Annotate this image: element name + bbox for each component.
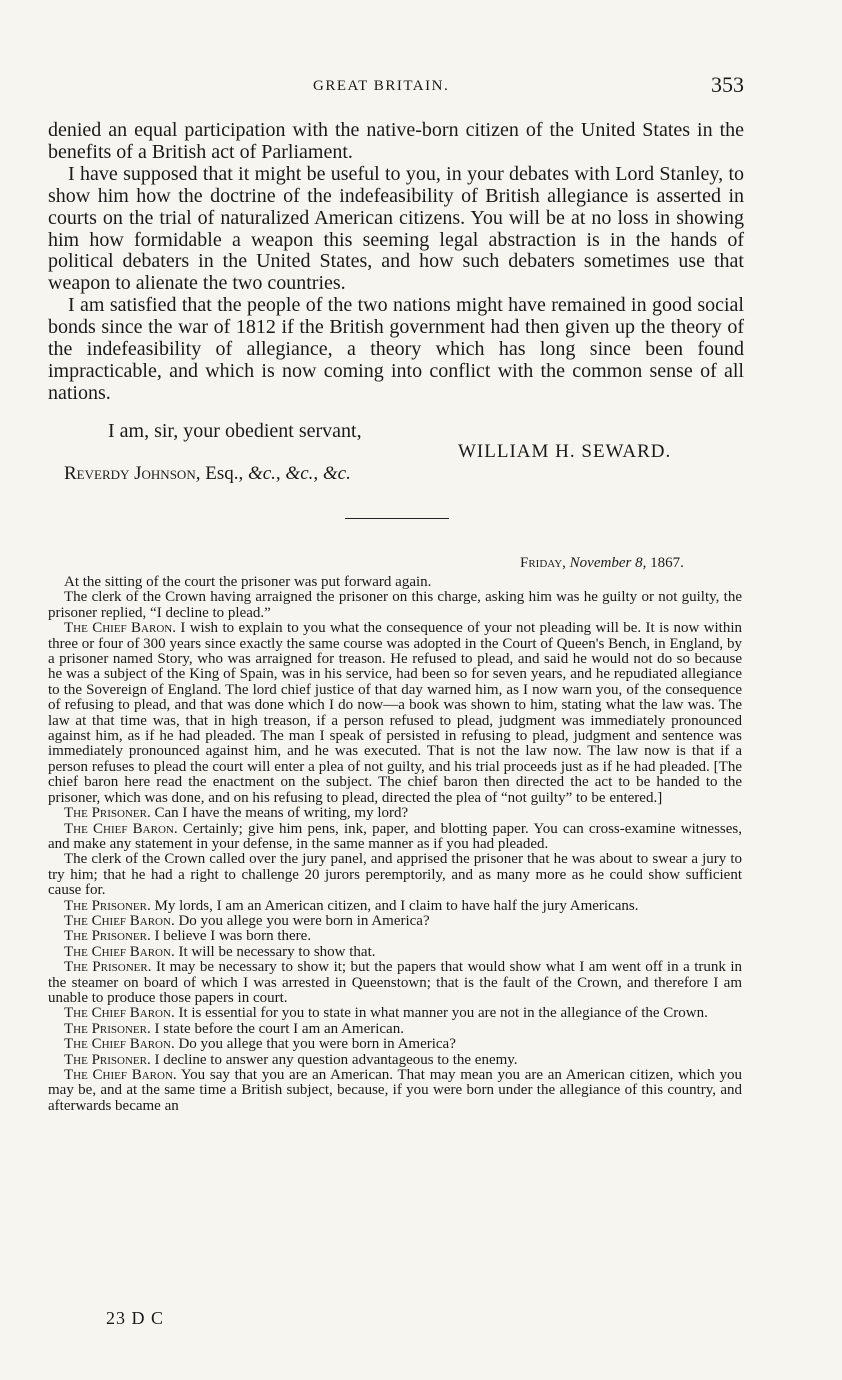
proceedings-text: Do you allege you were born in America? <box>174 912 430 929</box>
speaker-label: The Prisoner. <box>64 897 151 914</box>
letter-paragraph: I have supposed that it might be useful to you, in your debates with Lord Stanley, to show him how the doctrine of the indefeasibility of British allegiance is asserted in courts on the trial of naturalized American citizens. You will be at no loss in showing him how formidable a weapon this seeming legal abstraction is in the hands of political debaters in the United States, and how such debaters sometimes use that weapon to alienate the two countries. <box>48 162 744 295</box>
proceedings-text: I state before the court I am an American. <box>150 1020 404 1037</box>
addressee-suffix: , Esq., <box>195 463 248 484</box>
proceedings-text: It may be necessary to show it; but the papers that would show what I am went off in a trunk in the steamer on board of which I was arrested in Queenstown; that is the fault of the Crown, and therefore I am unable to produce those papers in court. <box>48 959 743 1006</box>
speaker-label: The Chief Baron. <box>64 820 178 837</box>
running-title: GREAT BRITAIN. <box>313 78 450 94</box>
dateline <box>520 555 684 572</box>
addressee-etc: &c., &c., &c. <box>247 463 351 484</box>
proceedings-paragraph <box>48 621 742 806</box>
proceedings-text: The clerk of the Crown having arraigned the prisoner on this charge, asking him was he guilty or not guilty, the prisoner replied, “I decline to plead.” <box>48 589 742 621</box>
dateline-separator: , <box>562 555 570 571</box>
letter-closing: I am, sir, your obedient servant, <box>108 420 362 442</box>
proceedings-paragraph <box>48 1006 742 1021</box>
proceedings-paragraph <box>48 822 742 853</box>
proceedings-paragraph <box>48 945 742 960</box>
proceedings-paragraph <box>48 929 742 944</box>
proceedings-text: It is essential for you to state in what manner you are not in the allegiance of the Crown. <box>174 1005 708 1022</box>
page-header <box>48 72 748 102</box>
speaker-label: The Prisoner. <box>64 928 151 945</box>
speaker-label: The Prisoner. <box>64 959 152 976</box>
speaker-label: The Chief Baron. <box>64 1067 177 1083</box>
proceedings-text: I decline to answer any question advantageous to the enemy. <box>150 1051 518 1068</box>
proceedings-paragraph <box>48 960 742 1006</box>
proceedings-text: At the sitting of the court the prisoner was put forward again. <box>64 574 432 590</box>
proceedings-text: You say that you are an American. That may mean you are an American citizen, which you may be, and at the same time a British subject, because, if you were born under the allegiance of this country, and afterwards became an <box>48 1067 742 1114</box>
proceedings-paragraph <box>48 899 742 914</box>
dateline-year: , 1867. <box>642 555 684 571</box>
speaker-label: The Chief Baron. <box>64 1036 175 1053</box>
proceedings-text: My lords, I am an American citizen, and I claim to have half the jury Americans. <box>150 897 639 914</box>
proceedings-paragraph <box>48 1068 742 1114</box>
proceedings-paragraph <box>48 806 742 821</box>
proceedings-text: Can I have the means of writing, my lord? <box>150 805 409 822</box>
signature-mark: 23 D C <box>106 1308 165 1328</box>
page-number: 353 <box>711 72 744 97</box>
proceedings-text: I wish to explain to you what the consequence of your not pleading will be. It is now within three or four of 300 years since exactly the same course was adopted in the Court of Queen's Bench, in England, by a prisoner named Story, who was arraigned for treason. He refused to plead, and said he would not do so because he was a subject of the King of Spain, was in his service, had been so for seven years, and he repudiated allegiance to the Sovereign of England. The lord chief justice of that day warned him, as I now warn you, of the consequence of refusing to plead, and that was done which I do now—a book was shown to him, stating what the law was. The law at that time was, that in high treason, if a person refused to plead, judgment was immediately pronounced against him, as if he had pleaded. The man I speak of persisted in refusing to plead, judgment and sentence was immediately pronounced against him, and he was executed. That is not the law now. The law now is that if a person refuses to plead the court will enter a plea of not guilty, and his trial proceeds just as if he had pleaded. [The chief baron here read the enactment on the subject. The chief baron then directed the act to be handed to the prisoner, which was done, and on his refusing to plead, directed the plea of “not guilty” to be entered.] <box>48 620 743 806</box>
proceedings-paragraph <box>48 1022 742 1037</box>
proceedings-paragraph <box>48 914 742 929</box>
addressee-name: Reverdy Johnson <box>64 463 196 484</box>
dateline-date: November 8 <box>569 555 643 571</box>
dateline-day: Friday <box>520 555 563 571</box>
proceedings-paragraph <box>48 1037 742 1052</box>
speaker-label: The Prisoner. <box>64 805 151 822</box>
proceedings-paragraph <box>48 590 742 621</box>
proceedings-text: It will be necessary to show that. <box>174 943 376 960</box>
proceedings-text: Do you allege that you were born in America? <box>174 1036 456 1053</box>
court-proceedings <box>48 575 742 1114</box>
addressee-line <box>64 463 351 485</box>
speaker-label: The Chief Baron. <box>64 943 175 960</box>
proceedings-text: Certainly; give him pens, ink, paper, and blotting paper. You can cross-examine witnesses, and make any statement in your defense, in the same manner as if you had pleaded. <box>48 820 743 852</box>
letter-body <box>48 120 744 405</box>
speaker-label: The Chief Baron. <box>64 912 175 929</box>
speaker-label: The Chief Baron. <box>64 1005 175 1022</box>
section-divider <box>345 518 449 519</box>
letter-signature: WILLIAM H. SEWARD. <box>458 441 672 462</box>
speaker-label: The Prisoner. <box>64 1020 151 1037</box>
proceedings-paragraph <box>48 1053 742 1068</box>
letter-paragraph: denied an equal participation with the native-born citizen of the United States in the benefits of a British act of Parliament. <box>48 119 744 163</box>
proceedings-text: I believe I was born there. <box>150 928 312 945</box>
letter-paragraph: I am satisfied that the people of the two nations might have remained in good social bonds since the war of 1812 if the British government had then given up the theory of the indefeasibility of allegiance, a theory which has long since been found impracticable, and which is now coming into conflict with the common sense of all nations. <box>48 294 744 404</box>
speaker-label: The Chief Baron. <box>64 620 176 637</box>
proceedings-text: The clerk of the Crown called over the jury panel, and apprised the prisoner that he was about to swear a jury to try him; that he had a right to challenge 20 jurors peremptorily, and as many more as he could show sufficient cause for. <box>48 851 742 899</box>
proceedings-paragraph <box>48 852 742 898</box>
speaker-label: The Prisoner. <box>64 1051 151 1068</box>
proceedings-paragraph <box>48 575 742 590</box>
